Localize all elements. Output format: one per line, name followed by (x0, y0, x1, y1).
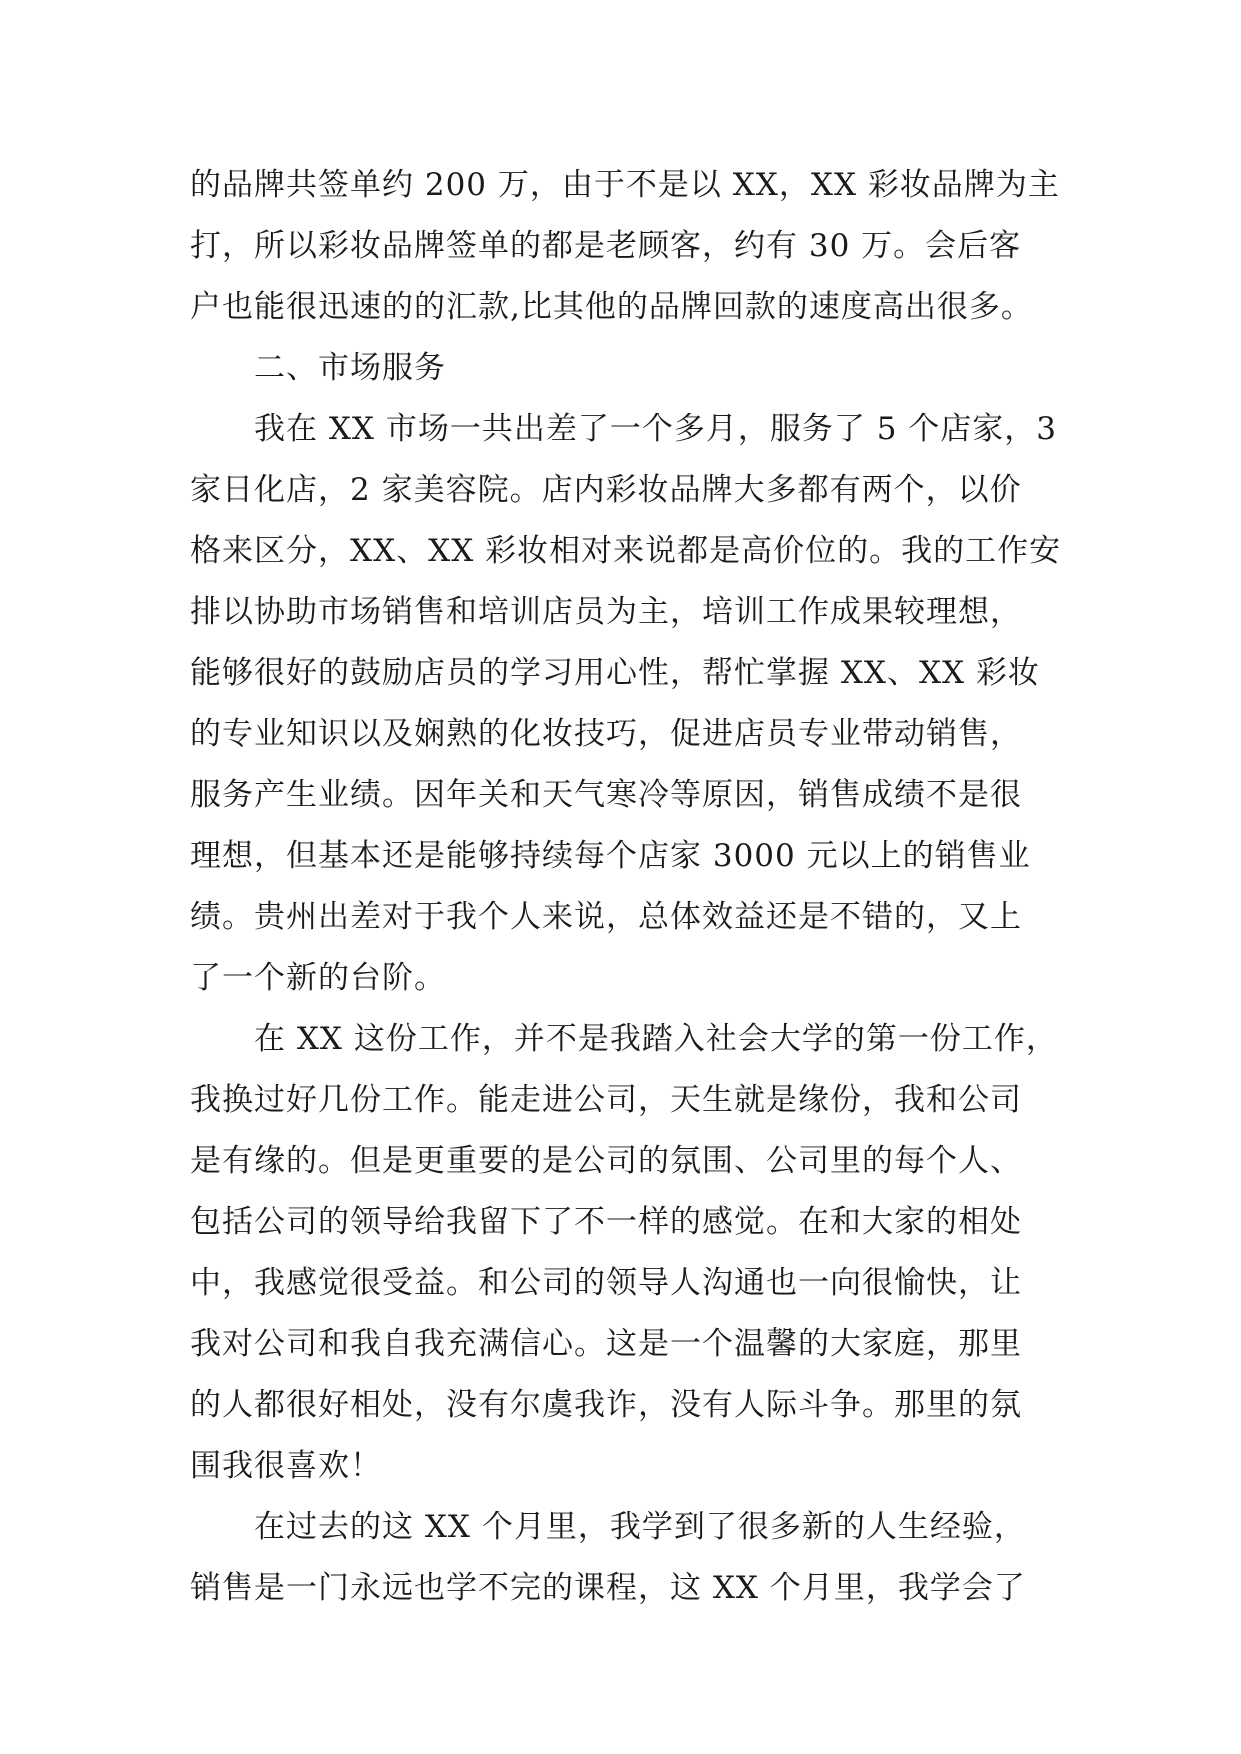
text-line: 理想，但基本还是能够持续每个店家 3000 元以上的销售业 (190, 838, 1031, 874)
text-line: 在 XX 这份工作，并不是我踏入社会大学的第一份工作， (254, 1021, 1058, 1057)
text-line: 我在 XX 市场一共出差了一个多月，服务了 5 个店家，3 (254, 411, 1057, 447)
body-text (190, 155, 1090, 1619)
section-heading: 二、市场服务 (254, 350, 446, 386)
text-line: 绩。贵州出差对于我个人来说，总体效益还是不错的，又上 (190, 899, 1022, 935)
text-line: 家日化店，2 家美容院。店内彩妆品牌大多都有两个，以价 (190, 472, 1022, 508)
text-line: 销售是一门永远也学不完的课程，这 XX 个月里，我学会了 (190, 1570, 1026, 1606)
text-line: 排以协助市场销售和培训店员为主，培训工作成果较理想， (190, 594, 1022, 630)
text-line: 我换过好几份工作。能走进公司，天生就是缘份，我和公司 (190, 1082, 1022, 1118)
text-line: 服务产生业绩。因年关和天气寒冷等原因，销售成绩不是很 (190, 777, 1022, 813)
text-line: 包括公司的领导给我留下了不一样的感觉。在和大家的相处 (190, 1204, 1022, 1240)
text-line: 户也能很迅速的的汇款,比其他的品牌回款的速度高出很多。 (190, 289, 1033, 325)
text-line: 我对公司和我自我充满信心。这是一个温馨的大家庭，那里 (190, 1326, 1022, 1362)
text-line: 能够很好的鼓励店员的学习用心性，帮忙掌握 XX、XX 彩妆 (190, 655, 1040, 691)
text-line: 了一个新的台阶。 (190, 960, 446, 996)
text-line: 在过去的这 XX 个月里，我学到了很多新的人生经验， (254, 1509, 1026, 1545)
text-line: 围我很喜欢！ (190, 1448, 382, 1484)
text-line: 中，我感觉很受益。和公司的领导人沟通也一向很愉快，让 (190, 1265, 1022, 1301)
text-line: 格来区分，XX、XX 彩妆相对来说都是高价位的。我的工作安 (190, 533, 1062, 569)
text-line: 是有缘的。但是更重要的是公司的氛围、公司里的每个人、 (190, 1143, 1022, 1179)
text-line: 的品牌共签单约 200 万，由于不是以 XX，XX 彩妆品牌为主 (190, 167, 1060, 203)
text-line: 的专业知识以及娴熟的化妆技巧，促进店员专业带动销售， (190, 716, 1022, 752)
text-line: 的人都很好相处，没有尔虞我诈，没有人际斗争。那里的氛 (190, 1387, 1022, 1423)
text-line: 打，所以彩妆品牌签单的都是老顾客，约有 30 万。会后客 (190, 228, 1022, 264)
